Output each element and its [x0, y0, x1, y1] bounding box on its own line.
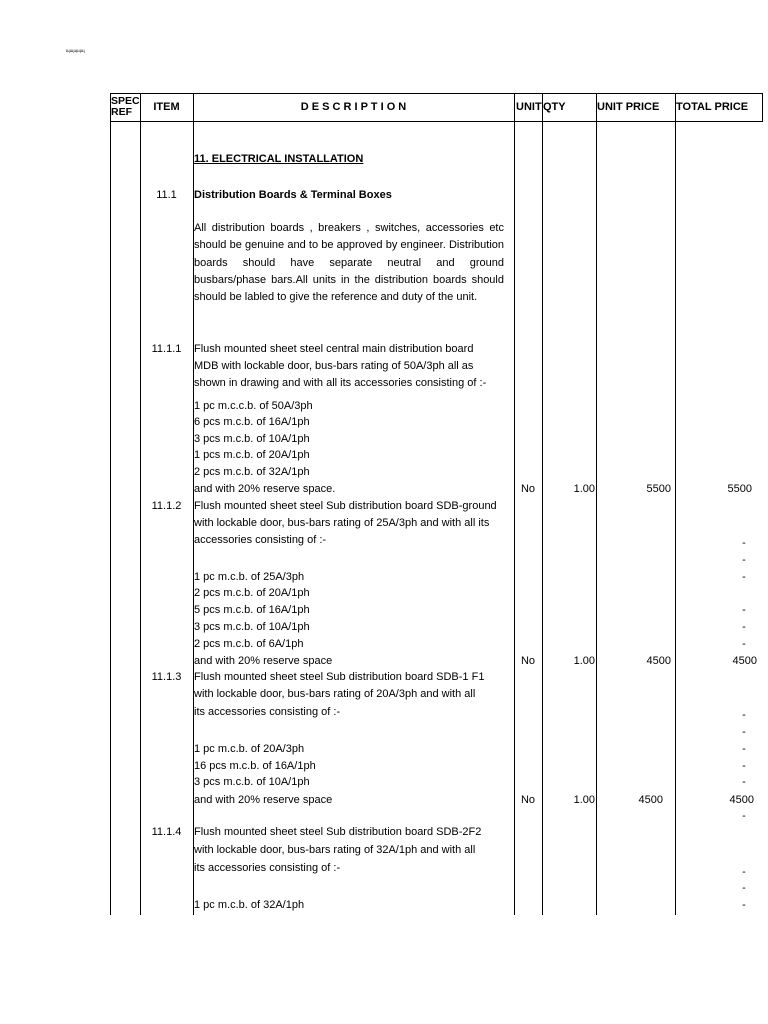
- component-line: 1 pc m.c.b. of 20A/3ph: [194, 743, 305, 755]
- top-mark: ЩЩЩЩЩ: [66, 48, 85, 53]
- sub-item-number: 11.1: [156, 189, 177, 201]
- qty-value: 1.00: [573, 483, 595, 495]
- item-desc-line: with lockable door, bus-bars rating of 25A/3ph and with all its: [194, 517, 490, 529]
- dash-mark: -: [742, 899, 746, 911]
- dash-mark: -: [742, 810, 746, 822]
- qty-value: 1.00: [573, 655, 595, 667]
- dash-mark: -: [742, 604, 746, 616]
- dash-mark: -: [742, 726, 746, 738]
- item-desc-line: Flush mounted sheet steel Sub distribution board SDB-ground: [194, 500, 497, 512]
- item-number: 11.1.4: [151, 826, 182, 838]
- section-intro: All distribution boards , breakers , switches, accessories etc should be genuine and to be approved by engineer. Distribution boards should have separate neutral and ground busbars/phase bars.All units in the distribution boards should should be labled to give the reference and duty of the unit.: [194, 222, 504, 304]
- component-line: 6 pcs m.c.b. of 16A/1ph: [194, 416, 310, 428]
- component-line: 3 pcs m.c.b. of 10A/1ph: [194, 433, 310, 445]
- qty-value: 1.00: [573, 794, 595, 806]
- dash-mark: -: [742, 760, 746, 772]
- item-desc-line: its accessories consisting of :-: [194, 862, 341, 874]
- total-price-value: 4500: [729, 794, 754, 806]
- dash-mark: -: [742, 571, 746, 583]
- component-line: 2 pcs m.c.b. of 20A/1ph: [194, 587, 310, 599]
- table-top-border: [110, 93, 763, 94]
- dash-mark: -: [742, 537, 746, 549]
- dash-mark: -: [742, 743, 746, 755]
- section-title: 11. ELECTRICAL INSTALLATION: [194, 153, 364, 165]
- item-number: 11.1.2: [151, 500, 182, 512]
- dash-mark: -: [742, 554, 746, 566]
- component-line: 1 pc m.c.c.b. of 50A/3ph: [194, 400, 313, 412]
- item-number: 11.1.1: [151, 343, 182, 355]
- component-line: 3 pcs m.c.b. of 10A/1ph: [194, 776, 310, 788]
- header-unit-price: UNIT PRICE: [597, 101, 660, 113]
- item-number: 11.1.3: [151, 671, 182, 683]
- header-total-price: TOTAL PRICE: [676, 101, 749, 113]
- item-desc-line: Flush mounted sheet steel Sub distribution board SDB-2F2: [194, 826, 482, 838]
- unit-price-value: 4500: [638, 794, 663, 806]
- component-line: 3 pcs m.c.b. of 10A/1ph: [194, 621, 310, 633]
- col-border-spec: [110, 93, 111, 915]
- header-bottom-border: [110, 121, 763, 122]
- unit-price-value: 4500: [646, 655, 671, 667]
- unit-value: No: [520, 655, 536, 667]
- item-desc-line: MDB with lockable door, bus-bars rating of 50A/3ph all as: [194, 360, 474, 372]
- item-desc-line: Flush mounted sheet steel Sub distribution board SDB-1 F1: [194, 671, 485, 683]
- col-border-right: [762, 93, 763, 121]
- header-qty: QTY: [543, 101, 566, 113]
- header-description: D E S C R I P T I O N: [300, 101, 407, 113]
- reserve-line: and with 20% reserve space.: [194, 483, 336, 495]
- item-desc-line: Flush mounted sheet steel central main distribution board: [194, 343, 474, 355]
- item-desc-line: with lockable door, bus-bars rating of 32A/1ph and with all: [194, 844, 476, 856]
- unit-value: No: [520, 794, 536, 806]
- unit-price-value: 5500: [646, 483, 671, 495]
- total-price-value: 4500: [732, 655, 757, 667]
- header-spec-ref: SPEC REF: [111, 95, 140, 118]
- reserve-line: and with 20% reserve space: [194, 655, 333, 667]
- dash-mark: -: [742, 882, 746, 894]
- header-unit: UNIT: [516, 101, 542, 113]
- component-line: 1 pc m.c.b. of 32A/1ph: [194, 899, 305, 911]
- component-line: 1 pc m.c.b. of 25A/3ph: [194, 571, 305, 583]
- dash-mark: -: [742, 776, 746, 788]
- item-desc-line: shown in drawing and with all its accessories consisting of :-: [194, 377, 487, 389]
- item-desc-line: with lockable door, bus-bars rating of 20A/3ph and with all: [194, 688, 476, 700]
- component-line: 5 pcs m.c.b. of 16A/1ph: [194, 604, 310, 616]
- dash-mark: -: [742, 638, 746, 650]
- total-price-value: 5500: [727, 483, 752, 495]
- dash-mark: -: [742, 621, 746, 633]
- header-item: ITEM: [153, 101, 180, 113]
- item-desc-line: accessories consisting of :-: [194, 534, 327, 546]
- component-line: 2 pcs m.c.b. of 6A/1ph: [194, 638, 304, 650]
- sub-title: Distribution Boards & Terminal Boxes: [194, 189, 392, 201]
- component-line: 2 pcs m.c.b. of 32A/1ph: [194, 466, 310, 478]
- component-line: 16 pcs m.c.b. of 16A/1ph: [194, 760, 316, 772]
- component-line: 1 pcs m.c.b. of 20A/1ph: [194, 449, 310, 461]
- item-desc-line: its accessories consisting of :-: [194, 706, 341, 718]
- unit-value: No: [520, 483, 536, 495]
- dash-mark: -: [742, 866, 746, 878]
- reserve-line: and with 20% reserve space: [194, 794, 333, 806]
- dash-mark: -: [742, 709, 746, 721]
